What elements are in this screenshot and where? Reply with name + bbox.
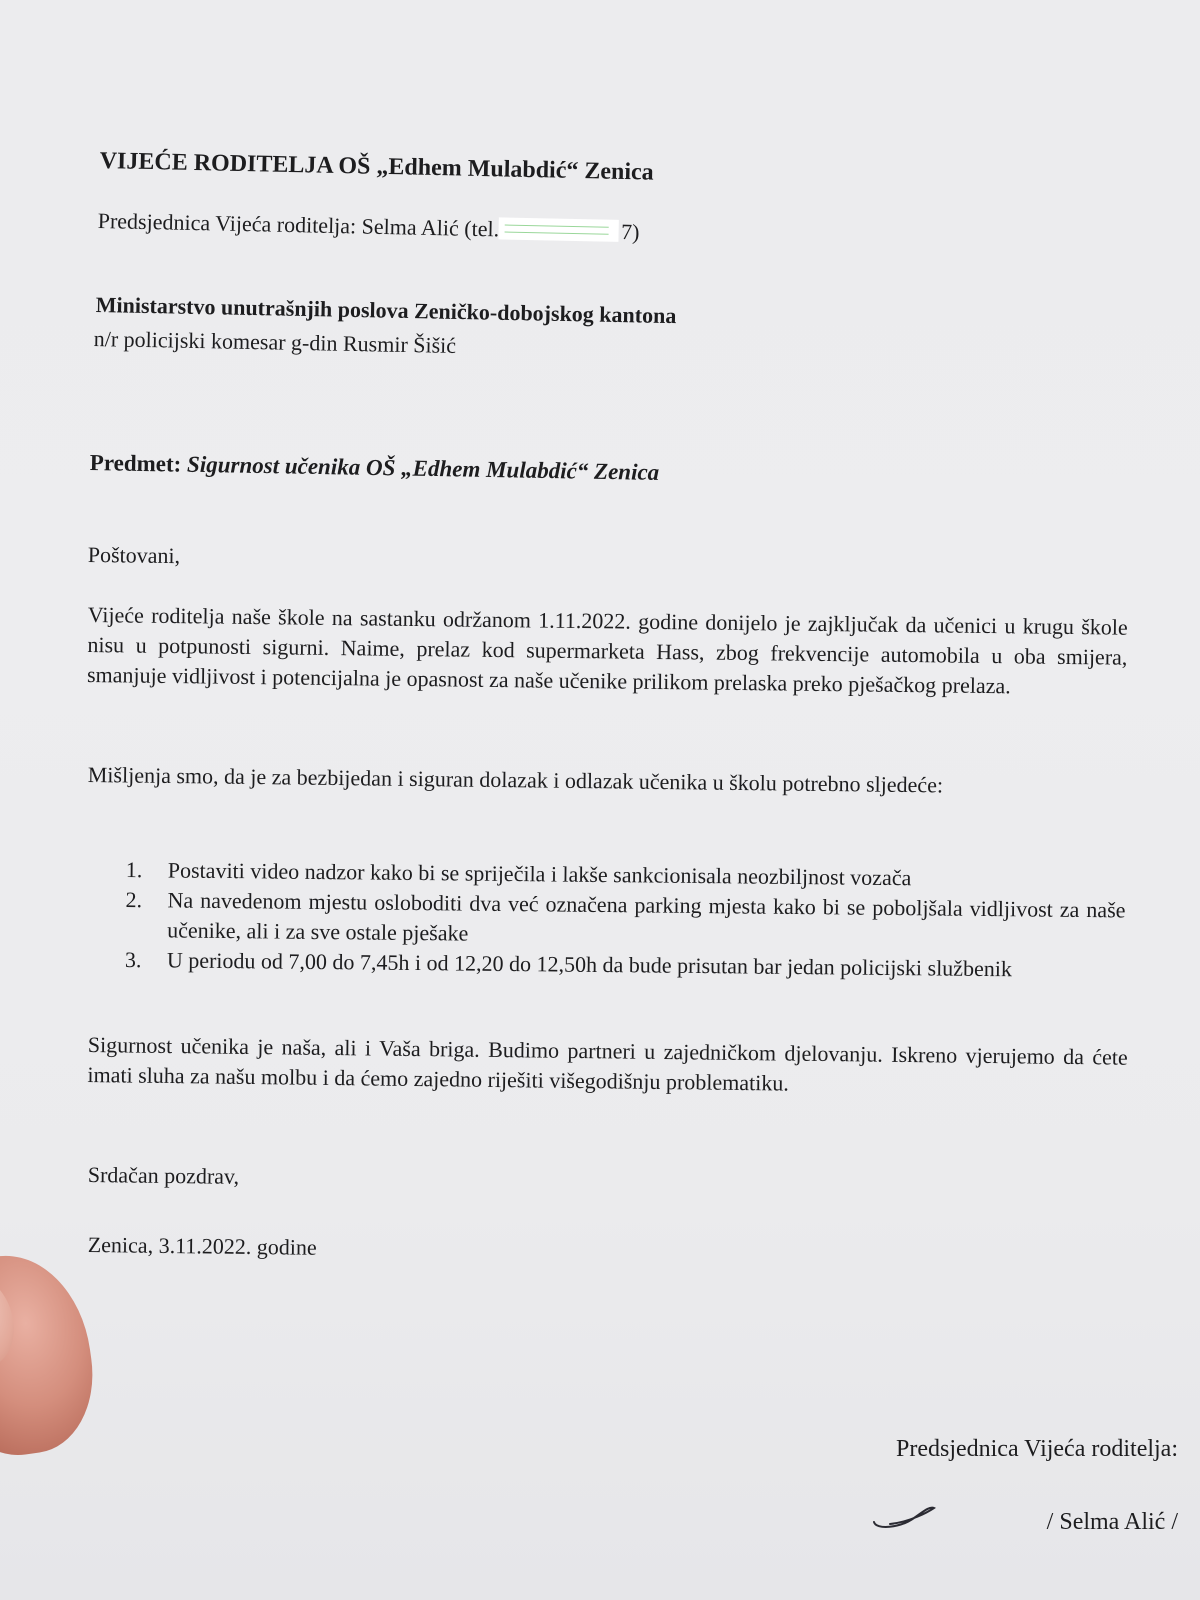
signature-block <box>778 1436 1178 1536</box>
finger-thumb <box>0 1246 103 1465</box>
paragraph-opinion: Mišljenja smo, da je za bezbijedan i siguran dolazak i odlazak učenika u školu potrebno sljedeće: <box>87 761 944 798</box>
list-item-number: 1. <box>125 856 143 883</box>
sender-president-suffix: 7) <box>620 218 640 245</box>
subject-text: Sigurnost učenika OŠ „Edhem Mulabdić“ Zenica <box>186 451 660 485</box>
list-item-text: U periodu od 7,00 do 7,45h i od 12,20 do 12,50h da bude prisutan bar jedan policijski službenik <box>166 947 1013 982</box>
sender-president-text: Predsjednica Vijeća roditelja: Selma Alić (tel. <box>97 208 500 242</box>
signature-title: Predsjednica Vijeća roditelja: <box>895 1436 1178 1462</box>
sender-president-line <box>97 208 639 245</box>
paragraph-partnership: Sigurnost učenika je naša, ali i Vaša briga. Budimo partneri u zajedničkom djelovanju. Iskreno vjerujemo da ćete imati sluha za našu molbu i da ćemo zajedno riješiti višegodišnju problematiku. <box>87 1031 1128 1096</box>
handwritten-signature-icon <box>870 1502 940 1532</box>
recipient-attention: n/r policijski komesar g-din Rusmir Šišić <box>93 326 457 358</box>
thumbnail-nail <box>0 1271 19 1372</box>
closing-greeting: Srdačan pozdrav, <box>87 1161 240 1189</box>
place-and-date: Zenica, 3.11.2022. godine <box>87 1231 317 1260</box>
redacted-phone-number <box>499 217 619 242</box>
recipient-name: Ministarstvo unutrašnjih poslova Zeničko-dobojskog kantona <box>95 292 677 329</box>
paragraph-intro: Vijeće roditelja naše škole na sastanku održanom 1.11.2022. godine donijelo je zajključak da učenici u krugu škole nisu u potpunosti sigurni. Naime, prelaz kod supermarketa Hass, zbog frekvencije automobila u oba smijera, smanjuje vidljivost i potencijalna je opasnost za naše učenike prilikom prelaska preko pješačkog prelaza. <box>86 601 1128 699</box>
subject-label: Predmet: <box>89 450 182 477</box>
list-item-text: Postaviti video nadzor kako bi se spriječila i lakše sankcionisala neozbiljnost vozača <box>167 857 912 891</box>
signature-name: / Selma Alić / <box>1046 1509 1178 1535</box>
list-item <box>125 885 1126 955</box>
list-item-number: 3. <box>124 946 142 973</box>
list-item-text: Na navedenom mjestu osloboditi dva već označena parking mjesta kako bi se poboljšala vidljivost za naše učenike, ali i za sve ostale pješake <box>167 887 1126 946</box>
salutation: Poštovani, <box>87 541 181 569</box>
sender-organization: VIJEĆE RODITELJA OŠ „Edhem Mulabdić“ Zenica <box>99 148 654 186</box>
subject-line <box>90 450 660 486</box>
list-item-number: 2. <box>125 886 143 913</box>
demands-list <box>125 855 1126 985</box>
